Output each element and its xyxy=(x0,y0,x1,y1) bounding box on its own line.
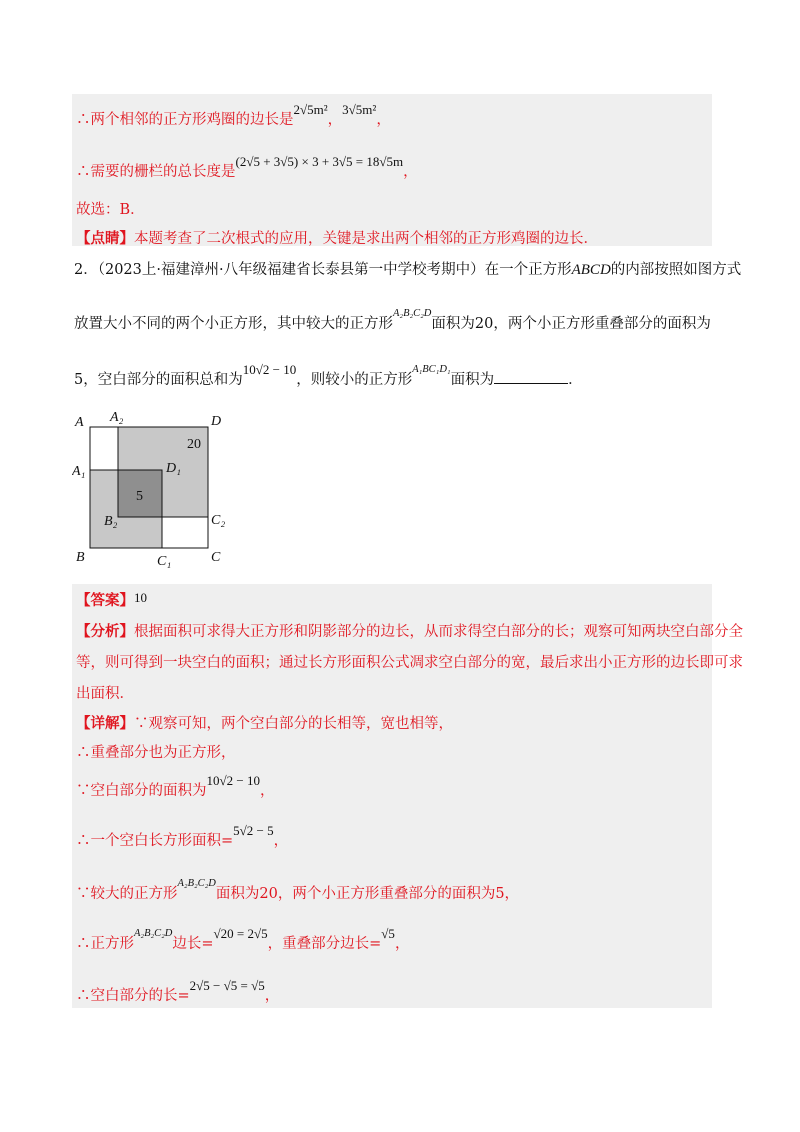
detail-line-4: ∴一个空白长方形面积=5√2 − 5， xyxy=(76,823,289,849)
side-length-b: 3√5m² xyxy=(342,102,377,117)
detail-line-7: ∴空白部分的长=2√5 − √5 = √5， xyxy=(76,978,280,1004)
answer-value: 10 xyxy=(134,590,147,605)
comment-line: 【点睛】本题考查了二次根式的应用，关键是求出两个相邻的正方形鸡圈的边长． xyxy=(76,230,598,247)
overlap-area: 5 xyxy=(136,489,143,504)
label-A2: A₂ xyxy=(110,410,124,425)
top-line-3: 故选：B． xyxy=(76,202,145,218)
label-C2: C₂ xyxy=(211,513,226,528)
label-A: A xyxy=(75,415,84,430)
top-line-2: ∴需要的栅栏的总长度是(2√5 + 3√5) × 3 + 3√5 = 18√5m， xyxy=(76,154,418,180)
side-length-a: 2√5m² xyxy=(293,102,328,117)
label-C: C xyxy=(211,550,221,565)
fence-total-formula: (2√5 + 3√5) × 3 + 3√5 = 18√5m xyxy=(235,154,404,169)
label-B2: B₂ xyxy=(104,514,118,529)
detail-line-6: ∴正方形$^{A_2B_2C_2D}$边长=√20 = 2√5，重叠部分边长=√5， xyxy=(76,926,410,952)
question-line-1: 2．（2023上·福建漳州·八年级福建省长泰县第一中学校考期中）在一个正方形ABCD的内部按照如图方式 xyxy=(74,262,742,278)
question-number: 2． xyxy=(74,262,98,278)
label-D1: D₁ xyxy=(166,461,181,476)
question-line-2: 放置大小不同的两个小正方形，其中较大的正方形$^{A_2B_2C_2D}$面积为20，两个小正方形重叠部分的面积为 xyxy=(74,308,711,332)
answer-blank xyxy=(494,371,568,384)
analysis-line-2: 等，则可得到一块空白的面积；通过长方形面积公式凋求空白部分的宽，最后求出小正方形的边长即可求 xyxy=(76,655,743,671)
label-A1: A₁ xyxy=(72,464,86,479)
question-line-3: 5，空白部分的面积总和为10√2 − 10，则较小的正方形$^{A_1BC_1D_1}$面积为 ． xyxy=(74,362,583,388)
label-D: D xyxy=(211,414,222,429)
square-figure xyxy=(72,405,242,570)
large-square-area: 20 xyxy=(187,437,201,452)
detail-line-3: ∵空白部分的面积为10√2 − 10， xyxy=(76,773,275,799)
top-line-1: ∴两个相邻的正方形鸡圈的边长是2√5m²，3√5m²， xyxy=(76,102,391,128)
answer-line: 【答案】10 xyxy=(76,590,147,609)
detail-line-1: 【详解】∵观察可知，两个空白部分的长相等，宽也相等， xyxy=(76,715,453,732)
label-B: B xyxy=(76,550,85,565)
label-C1: C₁ xyxy=(157,554,172,569)
analysis-line-3: 出面积． xyxy=(76,686,134,702)
analysis-line-1: 【分析】根据面积可求得大正方形和阴影部分的边长，从而求得空白部分的长；观察可知两块空白部分全 xyxy=(76,623,743,640)
detail-line-5: ∵较大的正方形$^{A_2B_2C_2D}$面积为20，两个小正方形重叠部分的面积为5， xyxy=(76,878,520,902)
detail-line-2: ∴重叠部分也为正方形， xyxy=(76,745,236,761)
